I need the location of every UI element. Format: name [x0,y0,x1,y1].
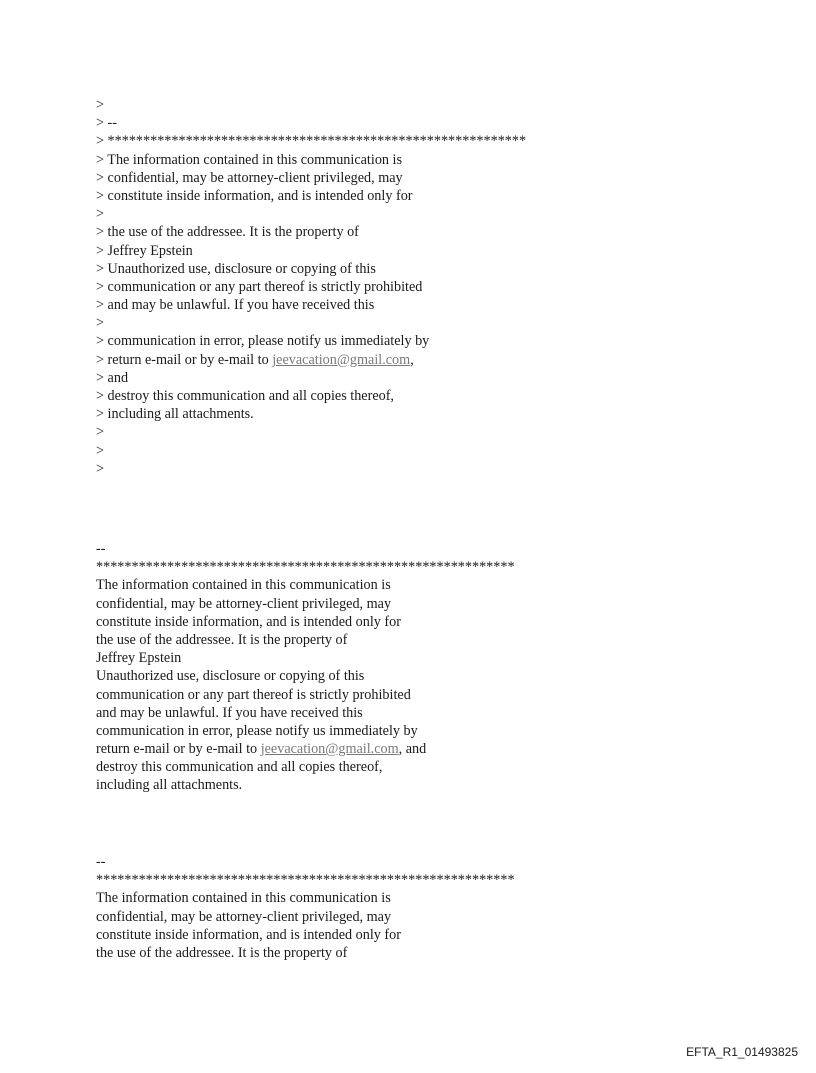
disclaimer-line: and may be unlawful. If you have received this [96,704,363,721]
quoted-line: > confidential, may be attorney-client privileged, may [96,169,403,186]
quoted-line: > and [96,369,129,386]
quoted-line: > [96,315,105,332]
disclaimer-line: including all attachments. [96,777,243,794]
disclaimer-line: *********************************************************** [96,559,515,576]
quoted-line: > [96,442,105,459]
quoted-line: > Unauthorized use, disclosure or copying of this [96,260,376,277]
quoted-line: > constitute inside information, and is intended only for [96,187,413,204]
quoted-line: > communication in error, please notify us immediately by [96,333,430,350]
quoted-line: > and may be unlawful. If you have received this [96,297,375,314]
disclaimer-email-line [96,740,515,758]
disclaimer-line: communication in error, please notify us immediately by [96,722,418,739]
quoted-email-line [96,351,526,369]
email-suffix: , [410,351,414,368]
quoted-line: > *********************************************************** [96,133,527,150]
disclaimer-line: Jeffrey Epstein [96,650,182,667]
disclaimer-line: constitute inside information, and is intended only for [96,613,401,630]
email-prefix: return e-mail or by e-mail to [96,741,261,758]
disclaimer-block-2 [96,540,515,795]
email-prefix: > return e-mail or by e-mail to [96,351,273,368]
disclaimer-line: The information contained in this communication is [96,890,391,907]
quoted-line: > Jeffrey Epstein [96,242,193,259]
disclaimer-line: the use of the addressee. It is the property of [96,631,348,648]
quoted-line: > [96,424,105,441]
document-id: EFTA_R1_01493825 [686,1045,798,1059]
disclaimer-line: the use of the addressee. It is the property of [96,944,348,961]
disclaimer-line: Unauthorized use, disclosure or copying of this [96,668,365,685]
disclaimer-line: destroy this communication and all copies thereof, [96,759,383,776]
disclaimer-block-3 [96,853,515,962]
disclaimer-line: -- [96,854,106,870]
quoted-line: > destroy this communication and all copies thereof, [96,388,394,404]
quoted-disclaimer-block [96,96,526,478]
disclaimer-line: *********************************************************** [96,872,515,889]
disclaimer-line: -- [96,541,106,557]
disclaimer-line: communication or any part thereof is strictly prohibited [96,686,411,703]
email-link[interactable]: jeevacation@gmail.com [272,351,411,368]
disclaimer-line: confidential, may be attorney-client privileged, may [96,595,392,612]
quoted-line: > [96,460,105,477]
disclaimer-line: constitute inside information, and is intended only for [96,926,401,943]
disclaimer-line: confidential, may be attorney-client privileged, may [96,908,392,925]
quoted-line: > [96,97,105,113]
quoted-line: > communication or any part thereof is strictly prohibited [96,278,423,295]
disclaimer-line: The information contained in this communication is [96,577,391,594]
quoted-line: > -- [96,115,117,132]
email-suffix: , and [398,741,427,758]
quoted-line: > [96,206,105,223]
quoted-line: > the use of the addressee. It is the property of [96,224,359,241]
email-link[interactable]: jeevacation@gmail.com [260,741,399,758]
quoted-line: > including all attachments. [96,406,254,423]
quoted-line: > The information contained in this communication is [96,151,403,168]
